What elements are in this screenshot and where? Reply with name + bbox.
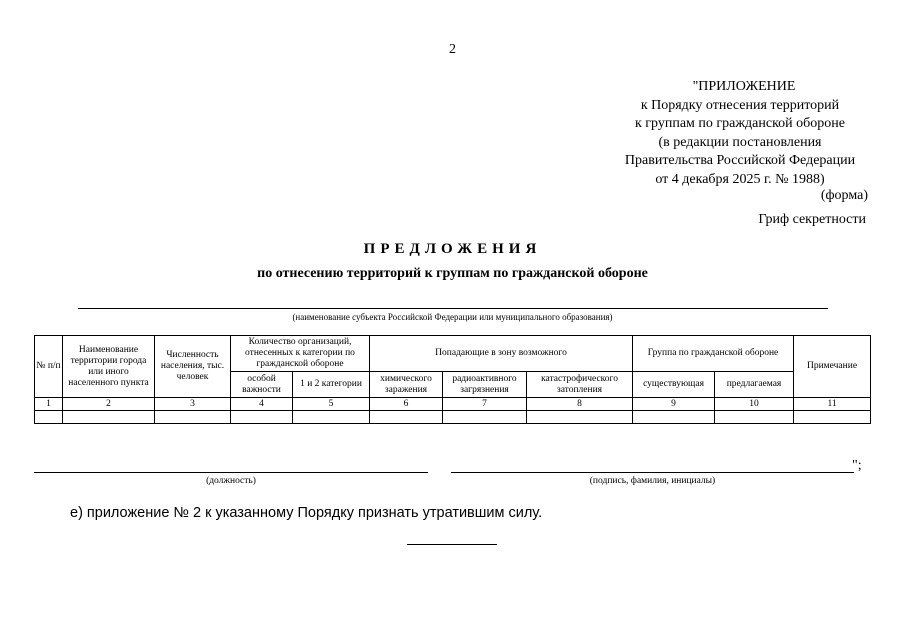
header-org-1-2: 1 и 2 категории (293, 372, 370, 398)
table-cell (633, 411, 715, 424)
table-cell (63, 411, 155, 424)
appendix-title: "ПРИЛОЖЕНИЕ (692, 79, 796, 94)
signature-fill-line (451, 472, 854, 473)
appendix-line: к группам по гражданской обороне (635, 116, 845, 131)
appendix-line: Правительства Российской Федерации (624, 153, 856, 168)
appendix-line: (в редакции постановления (658, 134, 822, 150)
header-org-count: Количество организаций, отнесенных к категории по гражданской обороне (231, 336, 370, 372)
table-cell (231, 411, 293, 424)
secrecy-label: Гриф секретности (758, 212, 866, 227)
table-cell (715, 411, 794, 424)
column-number: 8 (527, 398, 633, 411)
table-cell (35, 411, 63, 424)
table-cell (794, 411, 871, 424)
header-radioactive: радиоактивного загрязнения (443, 372, 527, 398)
document-title: ПРЕДЛОЖЕНИЯ (363, 241, 542, 257)
table-cell (527, 411, 633, 424)
column-number-row (35, 398, 871, 411)
header-chemical: химического заражения (370, 372, 443, 398)
appendix-line: от 4 декабря 2025 г. № 1988) (655, 171, 825, 187)
table-cell (443, 411, 527, 424)
column-number: 9 (633, 398, 715, 411)
page-number: 2 (449, 42, 456, 57)
proposals-table (34, 335, 871, 424)
position-fill-line (34, 472, 428, 473)
position-caption: (должность) (206, 476, 256, 486)
table-cell (155, 411, 231, 424)
header-population: Численность населения, тыс. человек (155, 336, 231, 398)
header-proposed: предлагаемая (715, 372, 794, 398)
table-cell (370, 411, 443, 424)
end-separator-line (407, 544, 497, 545)
column-number: 7 (443, 398, 527, 411)
column-number: 2 (63, 398, 155, 411)
empty-table-row (35, 411, 871, 424)
header-go-group: Группа по гражданской обороне (633, 336, 794, 372)
table-cell (293, 411, 370, 424)
appendix-header (560, 78, 905, 189)
form-label: (форма) (820, 188, 868, 203)
name-caption: (наименование субъекта Российской Федерации или муниципального образования) (292, 312, 613, 322)
header-num: № п/п (35, 336, 63, 398)
header-note: Примечание (794, 336, 871, 398)
column-number: 5 (293, 398, 370, 411)
appendix-line: к Порядку отнесения территорий (640, 97, 840, 113)
document-subtitle: по отнесению территорий к группам по гражданской обороне (257, 266, 648, 281)
signature-caption: (подпись, фамилия, инициалы) (589, 476, 716, 486)
column-number: 6 (370, 398, 443, 411)
header-flooding: катастрофического затопления (527, 372, 633, 398)
column-number: 11 (794, 398, 871, 411)
column-number: 3 (155, 398, 231, 411)
column-number: 4 (231, 398, 293, 411)
column-number: 1 (35, 398, 63, 411)
column-number: 10 (715, 398, 794, 411)
paragraph-e: е) приложение № 2 к указанному Порядку признать утратившим силу. (70, 505, 543, 521)
header-territory: Наименование территории города или иного населенного пункта (63, 336, 155, 398)
closing-quote-mark: "; (852, 458, 862, 473)
header-org-special: особой важности (231, 372, 293, 398)
header-existing: существующая (633, 372, 715, 398)
name-fill-line (78, 308, 828, 309)
header-hazard-zone: Попадающие в зону возможного (370, 336, 633, 372)
